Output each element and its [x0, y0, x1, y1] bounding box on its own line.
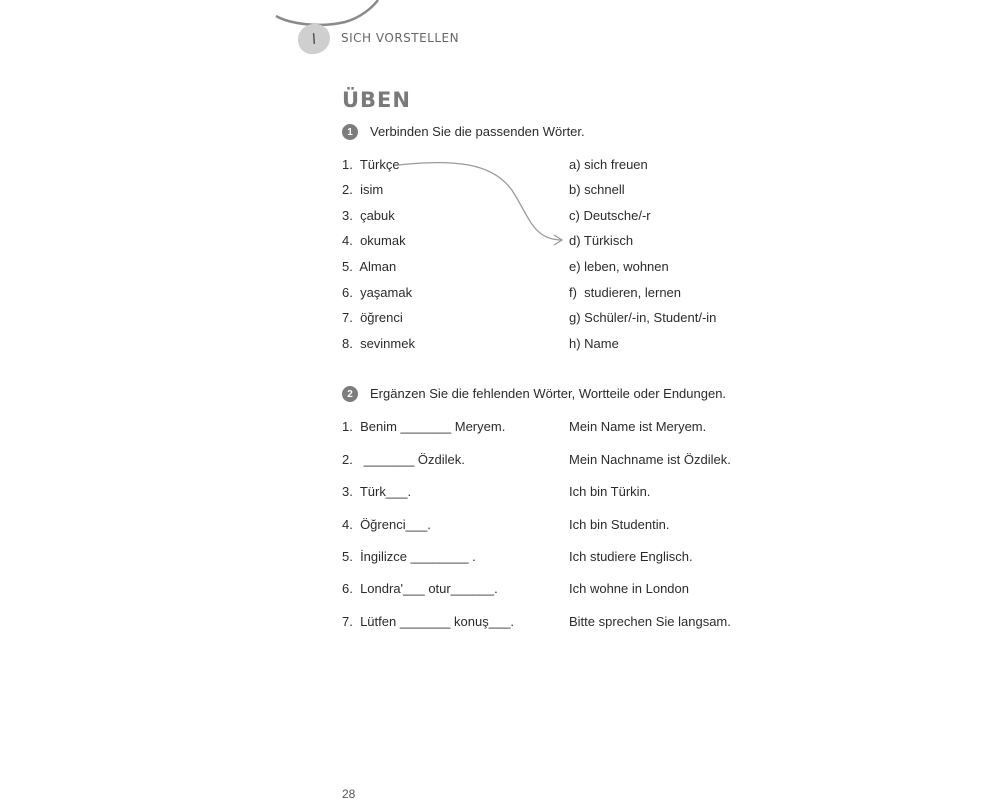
exercise-1-right-item: f) studieren, lernen: [569, 285, 682, 300]
exercise-1-right-item: c) Deutsche/-r: [569, 208, 651, 223]
exercise-1-right-item: d) Türkisch: [569, 233, 634, 248]
exercise-2-german-sentence: Ich bin Türkin.: [569, 484, 651, 499]
chapter-number-badge: I: [297, 23, 331, 55]
exercise-2-number-badge: 2: [342, 386, 358, 402]
exercise-2-turkish-sentence: 7. Lütfen _______ konuş___.: [342, 614, 515, 629]
exercise-1-right-item: e) leben, wohnen: [569, 259, 669, 274]
exercise-1-left-item: 4. okumak: [342, 233, 406, 248]
exercise-1-right-item: g) Schüler/-in, Student/-in: [569, 310, 717, 325]
exercise-2-turkish-sentence: 1. Benim _______ Meryem.: [342, 419, 506, 434]
page-number: 28: [342, 787, 356, 801]
exercise-1-right-item: a) sich freuen: [569, 157, 648, 172]
exercise-2-turkish-sentence: 5. İngilizce ________ .: [342, 549, 476, 564]
exercise-1-left-item: 8. sevinmek: [342, 336, 415, 351]
exercise-2-german-sentence: Ich wohne in London: [569, 581, 689, 596]
exercise-1-left-item: 2. isim: [342, 182, 384, 197]
chapter-title: SICH VORSTELLEN: [341, 31, 460, 45]
exercise-1-left-item: 6. yaşamak: [342, 285, 413, 300]
exercise-2-german-sentence: Mein Name ist Meryem.: [569, 419, 707, 434]
exercise-2-turkish-sentence: 3. Türk___.: [342, 484, 412, 499]
exercise-2-instruction: Ergänzen Sie die fehlenden Wörter, Wortteile oder Endungen.: [370, 386, 727, 401]
section-title: ÜBEN: [342, 88, 411, 112]
exercise-1-left-item: 5. Alman: [342, 259, 397, 274]
exercise-2-turkish-sentence: 4. Öğrenci___.: [342, 517, 431, 532]
exercise-2-german-sentence: Ich bin Studentin.: [569, 517, 670, 532]
exercise-2-german-sentence: Ich studiere Englisch.: [569, 549, 693, 564]
exercise-1-right-item: b) schnell: [569, 182, 625, 197]
exercise-1-left-item: 3. çabuk: [342, 208, 395, 223]
exercise-1-instruction: Verbinden Sie die passenden Wörter.: [370, 124, 585, 139]
exercise-2-german-sentence: Bitte sprechen Sie langsam.: [569, 614, 731, 629]
exercise-2-turkish-sentence: 6. Londra'___ otur______.: [342, 581, 498, 596]
exercise-1-number-badge: 1: [342, 124, 358, 140]
exercise-1-right-item: h) Name: [569, 336, 619, 351]
example-connector-arrow: [390, 160, 570, 250]
exercise-2-turkish-sentence: 2. _______ Özdilek.: [342, 452, 465, 467]
exercise-2-german-sentence: Mein Nachname ist Özdilek.: [569, 452, 731, 467]
exercise-1-left-item: 7. öğrenci: [342, 310, 403, 325]
decorative-header-curve: [0, 0, 1000, 60]
exercise-1-left-item: 1. Türkçe: [342, 157, 400, 172]
